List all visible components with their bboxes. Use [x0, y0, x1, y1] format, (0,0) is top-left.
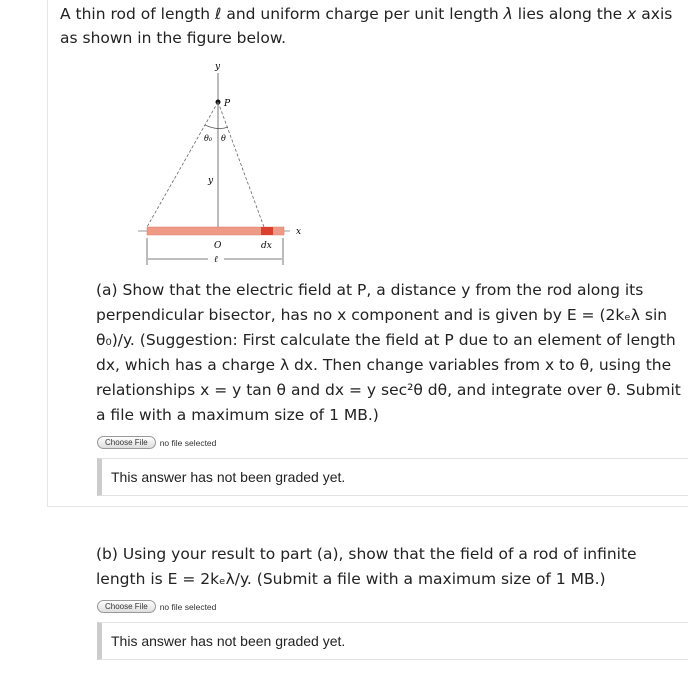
intro-ell: ℓ [214, 5, 222, 23]
intro-text: axis as shown in the figure below. [60, 5, 673, 47]
part-a-answer-status: This answer has not been graded yet. [97, 458, 688, 496]
dashed-line-right [218, 102, 264, 227]
point-p-label: P [224, 99, 231, 109]
part-a-choose-file-button[interactable]: Choose File [97, 436, 156, 449]
part-b-file-upload [97, 600, 216, 613]
intro-text: A thin rod of length [60, 5, 215, 23]
question-intro [60, 2, 680, 50]
dx-element [261, 227, 273, 235]
intro-x: x [627, 5, 637, 23]
part-a-file-upload [97, 436, 216, 449]
intro-text: lies along the [512, 5, 628, 23]
length-label: ℓ [214, 255, 218, 265]
angle-arc [205, 125, 228, 129]
part-b-choose-file-button[interactable]: Choose File [97, 600, 156, 613]
dashed-line-left [147, 102, 218, 227]
x-axis-label: x [296, 227, 302, 237]
part-b-file-status: no file selected [159, 601, 217, 612]
theta-label: θ [221, 134, 226, 143]
rod-figure [130, 55, 310, 265]
theta0-label: θ₀ [204, 134, 213, 143]
intro-text: and uniform charge per unit length [221, 5, 504, 23]
dx-label: dx [261, 241, 272, 251]
part-b-answer-status: This answer has not been graded yet. [97, 622, 688, 660]
part-b-text: (b) Using your result to part (a), show that the field of a rod of infinite length is E = 2kₑλ/y. (Submit a file with a maximum size of 1 MB.) [96, 545, 637, 588]
part-a-file-status: no file selected [159, 437, 217, 448]
intro-lambda: λ [503, 5, 513, 23]
origin-label: O [214, 241, 222, 251]
y-axis-label: y [215, 62, 221, 72]
part-a-text: (a) Show that the electric field at P, a distance y from the rod along its perpendicular bisector, has no x component and is given by E = (2kₑλ sin θ₀)/y. (Suggestion: First calculate the field at P due to an element of length dx, which has a charge λ dx. Then change variables from x to θ, using the relationships x = y tan θ and dx = y sec²θ dθ, and integrate over θ. Submit a file with a maximum size of 1 MB.) [96, 281, 681, 424]
y-distance-label: y [208, 176, 214, 186]
